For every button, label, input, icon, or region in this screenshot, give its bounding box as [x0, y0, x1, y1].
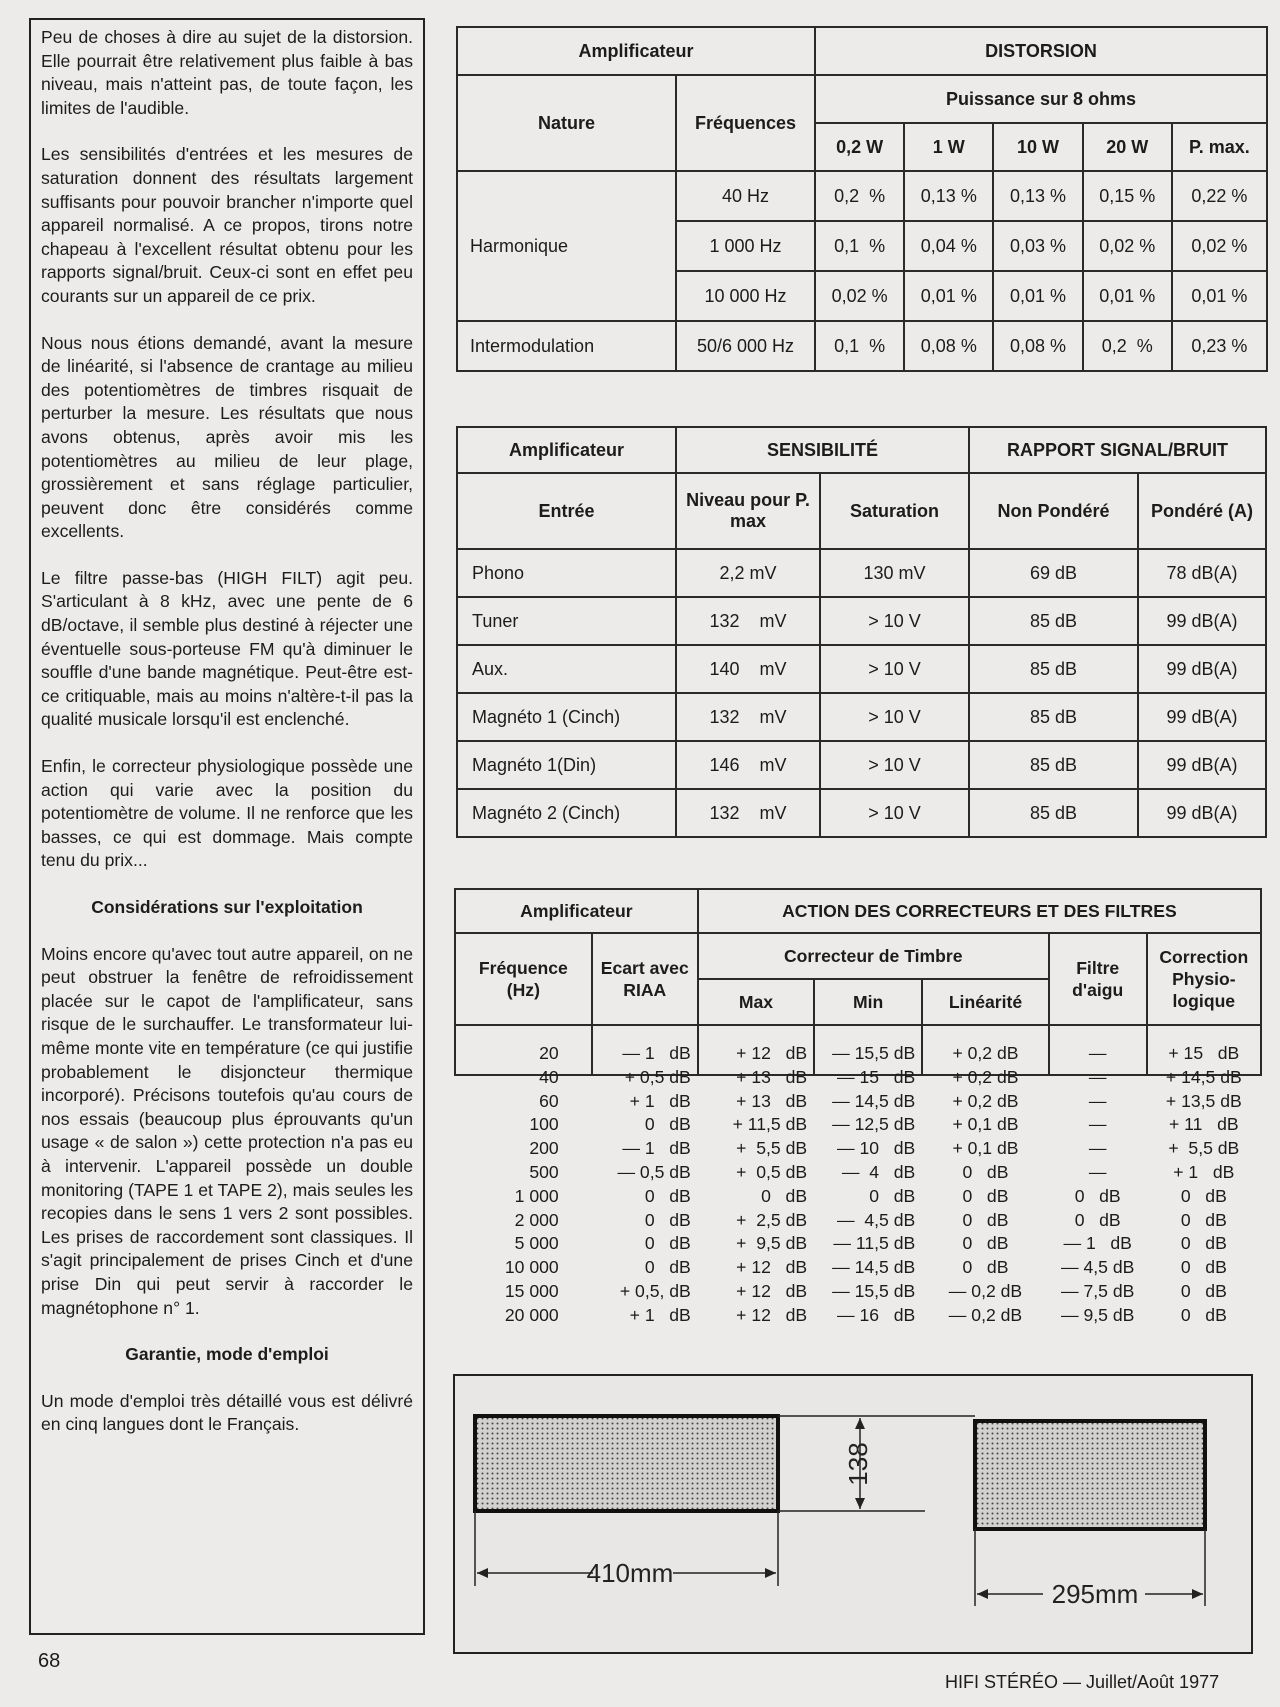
- freq-value: 15 000: [504, 1280, 559, 1301]
- filtre-value: —: [1088, 1090, 1107, 1111]
- table-cell: 1 000 Hz: [676, 221, 815, 271]
- filtre-value: 0 dB: [1074, 1185, 1121, 1206]
- physio-value: 0 dB: [1180, 1257, 1227, 1278]
- min-value: — 10 dB: [836, 1138, 916, 1159]
- table-cell: 0,22 %: [1172, 171, 1267, 221]
- table-header: Max: [698, 979, 814, 1025]
- table-cell: 85 dB: [969, 741, 1138, 789]
- table-cell: > 10 V: [820, 693, 969, 741]
- table-header: Ecart avec RIAA: [592, 933, 698, 1025]
- max-value: 0 dB: [761, 1185, 808, 1206]
- table-cell: 0,01 %: [1172, 271, 1267, 321]
- table-header: Amplificateur: [457, 427, 676, 473]
- table-cell: > 10 V: [820, 645, 969, 693]
- table-header: Amplificateur: [457, 27, 815, 75]
- min-value: — 16 dB: [836, 1304, 916, 1325]
- min-value: — 4 dB: [841, 1161, 916, 1182]
- table-header: Correction Physio-logique: [1147, 933, 1261, 1025]
- table-cell: 0,13 %: [993, 171, 1082, 221]
- table-header: Niveau pour P. max: [676, 473, 820, 549]
- table-cell: 130 mV: [820, 549, 969, 597]
- freq-value: 40: [539, 1066, 559, 1087]
- table-cell: 0,15 %: [1083, 171, 1172, 221]
- table-row: [457, 597, 1266, 645]
- table-cell: 99 dB(A): [1138, 789, 1266, 837]
- physio-value: + 15 dB: [1168, 1043, 1240, 1063]
- lin-column: [922, 1025, 1049, 1325]
- table-cell: 0,01 %: [993, 271, 1082, 321]
- table-header: Min: [814, 979, 922, 1025]
- table-cell: 0,01 %: [1083, 271, 1172, 321]
- table-cell: Harmonique: [457, 171, 676, 321]
- table-cell: Aux.: [457, 645, 676, 693]
- lin-value: 0 dB: [962, 1233, 1009, 1254]
- table-title: ACTION DES CORRECTEURS ET DES FILTRES: [698, 889, 1261, 933]
- table-header: Puissance sur 8 ohms: [815, 75, 1267, 123]
- riaa-value: 0 dB: [644, 1114, 691, 1135]
- freq-value: 200: [529, 1138, 559, 1159]
- max-value: + 2,5 dB: [736, 1209, 808, 1230]
- max-value: + 9,5 dB: [736, 1233, 808, 1254]
- filtre-value: — 9,5 dB: [1061, 1304, 1135, 1325]
- physio-value: + 11 dB: [1169, 1114, 1239, 1135]
- min-value: — 4,5 dB: [836, 1209, 916, 1230]
- physio-value: + 1 dB: [1173, 1161, 1235, 1182]
- width-label: 410mm: [586, 1558, 674, 1588]
- filtre-value: —: [1088, 1114, 1107, 1135]
- table-cell: 99 dB(A): [1138, 645, 1266, 693]
- table-cell: Magnéto 1(Din): [457, 741, 676, 789]
- physio-value: + 13,5 dB: [1165, 1090, 1242, 1111]
- riaa-value: 0 dB: [644, 1233, 691, 1254]
- paragraph: Un mode d'emploi très détaillé vous est délivré en cinq langues dont le Français.: [41, 1390, 413, 1435]
- min-value: — 15,5 dB: [832, 1280, 916, 1301]
- front-view-box: [475, 1416, 778, 1511]
- table-row: [457, 789, 1266, 837]
- physio-value: 0 dB: [1180, 1209, 1227, 1230]
- table-header: Non Pondéré: [969, 473, 1138, 549]
- filtre-value: — 4,5 dB: [1061, 1257, 1135, 1278]
- section-heading: Considérations sur l'exploitation: [91, 897, 363, 917]
- filtre-column: [1049, 1025, 1147, 1325]
- table-header: Correcteur de Timbre: [698, 933, 1049, 979]
- table-header: Saturation: [820, 473, 969, 549]
- table-cell: 85 dB: [969, 693, 1138, 741]
- table-cell: 0,03 %: [993, 221, 1082, 271]
- riaa-value: + 0,5, dB: [619, 1280, 691, 1301]
- height-label: 138: [843, 1442, 873, 1486]
- table-cell: Tuner: [457, 597, 676, 645]
- table-cell: 0,2 %: [815, 171, 904, 221]
- table-cell: 50/6 000 Hz: [676, 321, 815, 371]
- freq-value: 1 000: [514, 1185, 559, 1206]
- physio-value: 0 dB: [1180, 1233, 1227, 1254]
- table-cell: 69 dB: [969, 549, 1138, 597]
- table-header: Linéarité: [922, 979, 1049, 1025]
- lin-value: + 0,2 dB: [952, 1043, 1019, 1063]
- table-cell: 0,04 %: [904, 221, 993, 271]
- filtre-value: —: [1088, 1161, 1107, 1182]
- table-cell: 0,01 %: [904, 271, 993, 321]
- freq-value: 20 000: [504, 1304, 559, 1325]
- table-cell: 132 mV: [676, 693, 820, 741]
- table-header: Entrée: [457, 473, 676, 549]
- table-cell: 0,13 %: [904, 171, 993, 221]
- side-view-box: [975, 1421, 1205, 1529]
- table-cell: 99 dB(A): [1138, 741, 1266, 789]
- freq-value: 10 000: [504, 1257, 559, 1278]
- table-cell: 132 mV: [676, 597, 820, 645]
- footer-publication: HIFI STÉRÉO — Juillet/Août 1977: [945, 1672, 1220, 1692]
- min-column: [814, 1025, 922, 1325]
- table-row: [455, 1025, 1261, 1075]
- table-cell: 2,2 mV: [676, 549, 820, 597]
- table-cell: 146 mV: [676, 741, 820, 789]
- min-value: — 12,5 dB: [832, 1114, 916, 1135]
- riaa-value: 0 dB: [644, 1209, 691, 1230]
- min-value: — 14,5 dB: [832, 1090, 916, 1111]
- lin-value: + 0,2 dB: [952, 1090, 1019, 1111]
- paragraph: Peu de choses à dire au sujet de la distorsion. Elle pourrait être relativement plus faible à bas niveau, mais n'atteint pas, de toute façon, les limites de l'audible.: [41, 27, 413, 118]
- freq-value: 100: [529, 1114, 559, 1135]
- riaa-value: + 1 dB: [629, 1304, 691, 1325]
- dimensions-diagram: [453, 1374, 1253, 1654]
- physio-value: 0 dB: [1180, 1304, 1227, 1325]
- min-value: — 11,5 dB: [833, 1233, 916, 1254]
- table-cell: > 10 V: [820, 597, 969, 645]
- max-value: + 11,5 dB: [732, 1114, 808, 1135]
- lin-value: — 0,2 dB: [948, 1304, 1023, 1325]
- freq-value: 5 000: [514, 1233, 559, 1254]
- table-cell: > 10 V: [820, 741, 969, 789]
- max-value: + 0,5 dB: [736, 1161, 808, 1182]
- table-header: P. max.: [1172, 123, 1267, 171]
- table-cell: 85 dB: [969, 597, 1138, 645]
- sidebar-text-column: [29, 18, 425, 1635]
- max-column: [698, 1025, 814, 1325]
- physio-column: [1147, 1025, 1261, 1325]
- table-cell: 0,1 %: [815, 221, 904, 271]
- table-header: Pondéré (A): [1138, 473, 1266, 549]
- paragraph: Le filtre passe-bas (HIGH FILT) agit peu. S'articulant à 8 kHz, avec une pente de 6 dB/octave, il semble plus destiné à réjecter une éventuelle sous-porteuse FM qu'à diminuer le souffle d'une bande magnétique. Peut-être est-ce critiquable, mais au moins n'altère-t-il pas la qualité musicale lorsqu'il est enclenché.: [41, 567, 413, 730]
- page-number: 68: [38, 1650, 61, 1672]
- dimensions-drawing: [455, 1376, 1255, 1656]
- correctors-table: [454, 888, 1262, 1325]
- table-cell: 0,23 %: [1172, 321, 1267, 371]
- table-row: [457, 741, 1266, 789]
- min-value: — 15,5 dB: [832, 1043, 916, 1063]
- table-cell: 40 Hz: [676, 171, 815, 221]
- freq-value: 60: [539, 1090, 559, 1111]
- table-cell: 99 dB(A): [1138, 597, 1266, 645]
- table-cell: 85 dB: [969, 645, 1138, 693]
- table-header: Filtre d'aigu: [1049, 933, 1147, 1025]
- table-row: [457, 171, 1267, 221]
- table-cell: Magnéto 2 (Cinch): [457, 789, 676, 837]
- table-cell: 0,02 %: [1172, 221, 1267, 271]
- table-cell: 99 dB(A): [1138, 693, 1266, 741]
- table-header: 10 W: [993, 123, 1082, 171]
- section-heading: Garantie, mode d'emploi: [125, 1344, 329, 1365]
- min-value: — 14,5 dB: [832, 1257, 916, 1278]
- table-cell: 0,02 %: [815, 271, 904, 321]
- table-cell: > 10 V: [820, 789, 969, 837]
- table-row: [457, 321, 1267, 371]
- riaa-value: 0 dB: [644, 1185, 691, 1206]
- physio-value: 0 dB: [1180, 1280, 1227, 1301]
- filtre-value: —: [1088, 1138, 1107, 1159]
- table-cell: 0,08 %: [993, 321, 1082, 371]
- filtre-value: —: [1088, 1066, 1107, 1087]
- riaa-value: + 1 dB: [629, 1090, 691, 1111]
- table-cell: 140 mV: [676, 645, 820, 693]
- riaa-column: [592, 1025, 698, 1325]
- distortion-table: [456, 26, 1268, 372]
- table-row: [457, 693, 1266, 741]
- max-value: + 12 dB: [736, 1304, 808, 1325]
- freq-value: 500: [529, 1161, 559, 1182]
- max-value: + 12 dB: [736, 1257, 808, 1278]
- physio-value: + 14,5 dB: [1165, 1066, 1242, 1087]
- lin-value: 0 dB: [962, 1161, 1009, 1182]
- paragraph: Nous nous étions demandé, avant la mesure de linéarité, si l'absence de crantage au milieu des potentiomètres de timbres risquait de perturber la mesure. Les résultats que nous avons obtenus, après avoir mis les potentiomètres au milieu de leur plage, grossièrement et sans réglage particulier, peuvent donc être considérés comme excellents.: [41, 332, 413, 542]
- filtre-value: — 7,5 dB: [1061, 1280, 1135, 1301]
- table-cell: 132 mV: [676, 789, 820, 837]
- table-cell: 85 dB: [969, 789, 1138, 837]
- depth-label: 295mm: [1051, 1579, 1139, 1609]
- filtre-value: —: [1088, 1043, 1107, 1063]
- table-header: 0,2 W: [815, 123, 904, 171]
- table-title: RAPPORT SIGNAL/BRUIT: [969, 427, 1266, 473]
- riaa-value: — 1 dB: [622, 1043, 691, 1063]
- freq-value: 20: [539, 1043, 559, 1063]
- min-value: 0 dB: [869, 1185, 916, 1206]
- lin-value: 0 dB: [962, 1185, 1009, 1206]
- max-value: + 13 dB: [736, 1066, 808, 1087]
- freq-column: [455, 1025, 592, 1325]
- freq-value: 2 000: [514, 1209, 559, 1230]
- max-value: + 12 dB: [736, 1043, 808, 1063]
- lin-value: 0 dB: [962, 1209, 1009, 1230]
- table-cell: 10 000 Hz: [676, 271, 815, 321]
- min-value: — 15 dB: [836, 1066, 916, 1087]
- physio-value: 0 dB: [1180, 1185, 1227, 1206]
- table-row: [457, 549, 1266, 597]
- filtre-value: — 1 dB: [1063, 1233, 1132, 1254]
- max-value: + 5,5 dB: [736, 1138, 808, 1159]
- riaa-value: — 1 dB: [622, 1138, 691, 1159]
- paragraph: Moins encore qu'avec tout autre appareil, on ne peut obstruer la fenêtre de refroidissement placée sur le capot de l'amplificateur, sans risque de le surchauffer. Le transformateur lui-même monte vite en température (ce qui justifie probablement le disjoncteur thermique incorporé). Précisons toutefois qu'au cours de nos essais (beaucoup plus éprouvants qu'un usage « de salon ») cette protection n'a pas eu à intervenir. L'appareil possède un double monitoring (TAPE 1 et TAPE 2), mais seules les recopies dans le sens 1 vers 2 sont possibles. Les prises de raccordement sont classiques. Il s'agit principalement de prises Cinch et d'une prise Din qui peut servir à raccorder le magnétophone n° 1.: [41, 943, 413, 1318]
- lin-value: + 0,1 dB: [952, 1138, 1019, 1159]
- table-cell: Intermodulation: [457, 321, 676, 371]
- table-header: 20 W: [1083, 123, 1172, 171]
- table-cell: Phono: [457, 549, 676, 597]
- table-cell: 0,02 %: [1083, 221, 1172, 271]
- table-row: [457, 645, 1266, 693]
- table-cell: Magnéto 1 (Cinch): [457, 693, 676, 741]
- table-cell: 0,1 %: [815, 321, 904, 371]
- filtre-value: 0 dB: [1074, 1209, 1121, 1230]
- sensitivity-table: [456, 426, 1267, 838]
- max-value: + 13 dB: [736, 1090, 808, 1111]
- lin-value: — 0,2 dB: [948, 1280, 1023, 1301]
- table-header: Amplificateur: [455, 889, 698, 933]
- table-cell: 78 dB(A): [1138, 549, 1266, 597]
- table-header: Fréquence (Hz): [455, 933, 592, 1025]
- table-header: Fréquences: [676, 75, 815, 171]
- table-title: SENSIBILITÉ: [676, 427, 969, 473]
- table-header: 1 W: [904, 123, 993, 171]
- lin-value: + 0,2 dB: [952, 1066, 1019, 1087]
- paragraph: Enfin, le correcteur physiologique possède une action qui varie avec la position du potentiomètre de volume. Il ne renforce que les basses, ce qui est dommage. Mais compte tenu du prix...: [41, 756, 413, 871]
- riaa-value: + 0,5 dB: [624, 1066, 691, 1087]
- table-cell: 0,08 %: [904, 321, 993, 371]
- table-header: Nature: [457, 75, 676, 171]
- lin-value: 0 dB: [962, 1257, 1009, 1278]
- riaa-value: 0 dB: [644, 1257, 691, 1278]
- physio-value: + 5,5 dB: [1168, 1138, 1240, 1159]
- max-value: + 12 dB: [736, 1280, 808, 1301]
- table-cell: 0,2 %: [1083, 321, 1172, 371]
- riaa-value: — 0,5 dB: [617, 1161, 691, 1182]
- paragraph: Les sensibilités d'entrées et les mesures de saturation donnent des résultats largement suffisants pour pouvoir brancher n'importe quel appareil normalisé. A ce propos, tirons notre chapeau à l'excellent résultat obtenu pour les rapports signal/bruit. Ceux-ci sont en effet peu courants sur un appareil de ce prix.: [41, 144, 413, 306]
- table-title: DISTORSION: [815, 27, 1267, 75]
- lin-value: + 0,1 dB: [952, 1114, 1019, 1135]
